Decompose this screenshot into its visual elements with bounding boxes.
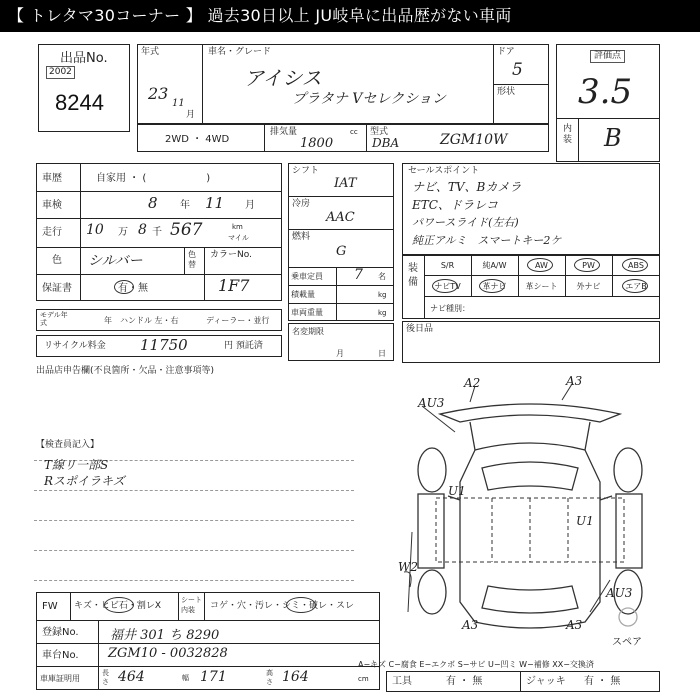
- shape-label: 形状: [497, 87, 516, 97]
- width-value: 171: [200, 669, 227, 685]
- equip-ext-navi: 外ナビ: [576, 282, 601, 291]
- cooling-label: 冷房: [292, 199, 311, 209]
- damage-mark-w2: W2: [398, 560, 418, 574]
- chassis-value: ZGM10 - 0032828: [108, 646, 228, 661]
- year-value: 23: [148, 84, 169, 103]
- renewal-label: 名変期限: [292, 327, 324, 336]
- later-day-label: 後日品: [406, 324, 434, 334]
- mark-pw: [574, 258, 600, 272]
- capacity-value: 7: [354, 267, 363, 283]
- shaken-year: 8: [148, 194, 158, 212]
- lot-number: 8244: [55, 90, 104, 115]
- fw-label: FW: [42, 601, 58, 612]
- sales-point-1: ナビ、TV、Bカメラ: [412, 180, 522, 194]
- sales-points-label: セールスポイント: [408, 166, 480, 176]
- spare-label: スペア: [612, 637, 642, 648]
- seat-label: シート内装: [181, 596, 202, 614]
- damage-mark-a2-top: A2: [464, 376, 481, 390]
- jack-label: ジャッキ: [526, 676, 566, 687]
- registration-label: 登録No.: [42, 627, 79, 638]
- warranty-value: 有・無: [118, 283, 148, 294]
- width-label: 幅: [182, 674, 189, 682]
- load-kg: kg: [378, 291, 387, 299]
- equip-navi: 革ナビ: [482, 282, 507, 291]
- shaken-label: 車検: [42, 200, 62, 211]
- month-unit: 月: [186, 110, 196, 120]
- model-label: 型式: [370, 127, 389, 137]
- interior-value: B: [604, 124, 622, 152]
- length-label: 長さ: [102, 669, 109, 686]
- equip-leather: 革シート: [525, 282, 558, 291]
- model-prefix: DBA: [372, 136, 400, 150]
- equip-sr: S/R: [440, 261, 455, 270]
- model-code: ZGM10W: [440, 132, 508, 148]
- equip-ac: AW: [535, 261, 548, 270]
- mileage-sen-unit: 千: [152, 227, 162, 238]
- load-label: 積載量: [291, 290, 315, 299]
- mileage-man: 10: [86, 222, 104, 238]
- lot-label: 出品No.: [60, 51, 108, 66]
- inspector-area: [34, 440, 354, 590]
- sales-point-2: ETC、ドラレコ: [412, 198, 498, 212]
- history-value: 自家用 ・ ( ): [96, 173, 211, 184]
- height-value: 164: [282, 669, 309, 685]
- shaken-year-unit: 年: [180, 200, 190, 211]
- damage-mark-au3-front: AU3: [418, 396, 445, 410]
- drive-options: 2WD ・ 4WD: [165, 134, 230, 145]
- model-year-unit: 年: [104, 316, 112, 325]
- shaken-month-unit: 月: [245, 200, 255, 211]
- dealer-option: ディーラー・並行: [206, 316, 270, 325]
- jack-value: 有 ・ 無: [584, 676, 621, 687]
- displacement-label: 排気量: [270, 127, 298, 137]
- fuel-value: G: [336, 244, 347, 259]
- registration-value: 福井 301 ち 8290: [110, 628, 220, 643]
- handle-option: ハンドル 左・右: [120, 316, 179, 325]
- seat-condition: コゲ・穴・汚レ・シミ・破レ・スレ: [210, 601, 355, 611]
- color-change-label: 色替: [188, 250, 196, 269]
- equip-navi-tv: ナビTV: [434, 282, 461, 291]
- capacity-unit: 名: [378, 272, 386, 281]
- vehicle-diagram: [400, 372, 660, 652]
- tools-label: 工具: [392, 676, 412, 687]
- car-info-box: [137, 44, 549, 124]
- mark-stain: [286, 597, 316, 613]
- height-label: 高さ: [266, 669, 273, 686]
- weight-label: 車両重量: [291, 308, 323, 317]
- damage-mark-au3-rear: AU3: [606, 586, 633, 600]
- chassis-label: 車台No.: [42, 650, 79, 661]
- warranty-circle: [114, 280, 134, 294]
- mark-navi-tv: [432, 279, 458, 293]
- equip-pw: PW: [582, 261, 595, 270]
- shaken-month: 11: [205, 194, 225, 212]
- equipment-label: 装備: [408, 263, 418, 288]
- fw-scratches: キズ・ヒビ石・割レX: [74, 601, 161, 611]
- mark-chip: [104, 597, 134, 613]
- later-day-box: [402, 321, 660, 363]
- color-label: 色: [52, 255, 62, 266]
- weight-kg: kg: [378, 309, 387, 317]
- inspector-note-2: Rスポイラキズ: [44, 474, 125, 488]
- equip-airbag: エアB: [625, 282, 647, 291]
- cm-label: cm: [358, 675, 369, 683]
- mileage-sen: 8: [138, 222, 147, 238]
- inspector-label: 【検査員記入】: [36, 440, 100, 450]
- damage-mark-a3-top: A3: [566, 374, 583, 388]
- recycle-value: 11750: [140, 336, 188, 354]
- mark-airbag: [622, 279, 648, 293]
- cooling-value: AAC: [326, 210, 355, 225]
- damage-mark-a3-bottom-left: A3: [462, 618, 479, 632]
- renewal-day: 日: [378, 349, 386, 358]
- recycle-unit: 円 預託済: [224, 341, 263, 351]
- certificate-label: 車庫証明用: [40, 674, 80, 683]
- history-label: 車歴: [42, 173, 62, 184]
- inspector-note-1: T線リ一部S: [44, 458, 109, 472]
- sales-point-4: 純正アルミ スマートキー2ケ: [412, 234, 562, 247]
- model-year-label: モデル年式: [40, 311, 68, 327]
- tools-value: 有 ・ 無: [446, 676, 483, 687]
- capacity-label: 乗車定員: [291, 272, 323, 281]
- rating-score: 3.5: [578, 72, 633, 112]
- damage-mark-a3-bottom-right: A3: [566, 618, 583, 632]
- rating-label: 評価点: [590, 50, 625, 63]
- year-stamp: 2002: [46, 66, 75, 79]
- doors-value: 5: [512, 60, 523, 80]
- damage-legend: A−キズ C−腐食 E−エクボ S−サビ U−凹ミ W−補修 XX−交換済: [358, 660, 594, 669]
- navi-type: ナビ種別：: [430, 304, 470, 313]
- warranty-label: 保証書: [42, 283, 72, 294]
- interior-label: 内装: [563, 124, 573, 145]
- banner: 【 トレタマ30コーナー 】 過去30日以上 JU岐阜に出品歴がない車両: [0, 0, 700, 32]
- mark-navi: [479, 279, 505, 293]
- color-value: シルバー: [88, 253, 143, 269]
- color-code: 1F7: [218, 276, 250, 295]
- length-value: 464: [118, 669, 145, 685]
- mileage-km: km: [232, 223, 243, 231]
- mileage-man-unit: 万: [118, 227, 128, 238]
- mark-ac: [527, 258, 553, 272]
- damage-mark-u1-left: U1: [448, 484, 466, 498]
- damage-mark-u1-right: U1: [576, 514, 594, 528]
- name-label: 車名・グレード: [208, 47, 272, 57]
- equip-abs: ABS: [628, 261, 644, 270]
- equip-aw: 純A/W: [482, 261, 507, 270]
- mileage-mile: マイル: [228, 234, 249, 242]
- color-code-label: カラーNo.: [210, 250, 252, 260]
- mileage-rest: 567: [170, 220, 203, 240]
- sales-point-3: パワースライド(左右): [412, 216, 519, 229]
- shift-label: シフト: [292, 166, 320, 176]
- declaration-label: 出品店申告欄(不良箇所・欠品・注意事項等): [36, 366, 215, 376]
- car-grade: プラタナ Vセレクション: [292, 91, 446, 107]
- fuel-label: 燃料: [292, 232, 311, 242]
- mileage-label: 走行: [42, 227, 62, 238]
- displacement-value: 1800: [300, 136, 334, 151]
- cc-label: cc: [350, 128, 358, 136]
- renewal-month: 月: [336, 349, 344, 358]
- doors-label: ドア: [497, 47, 515, 57]
- car-name: アイシス: [244, 66, 322, 90]
- month-value: 11: [172, 98, 185, 109]
- recycle-label: リサイクル料金: [44, 341, 106, 351]
- year-label: 年式: [141, 47, 160, 57]
- shift-value: IAT: [334, 176, 357, 191]
- mark-abs: [622, 258, 648, 272]
